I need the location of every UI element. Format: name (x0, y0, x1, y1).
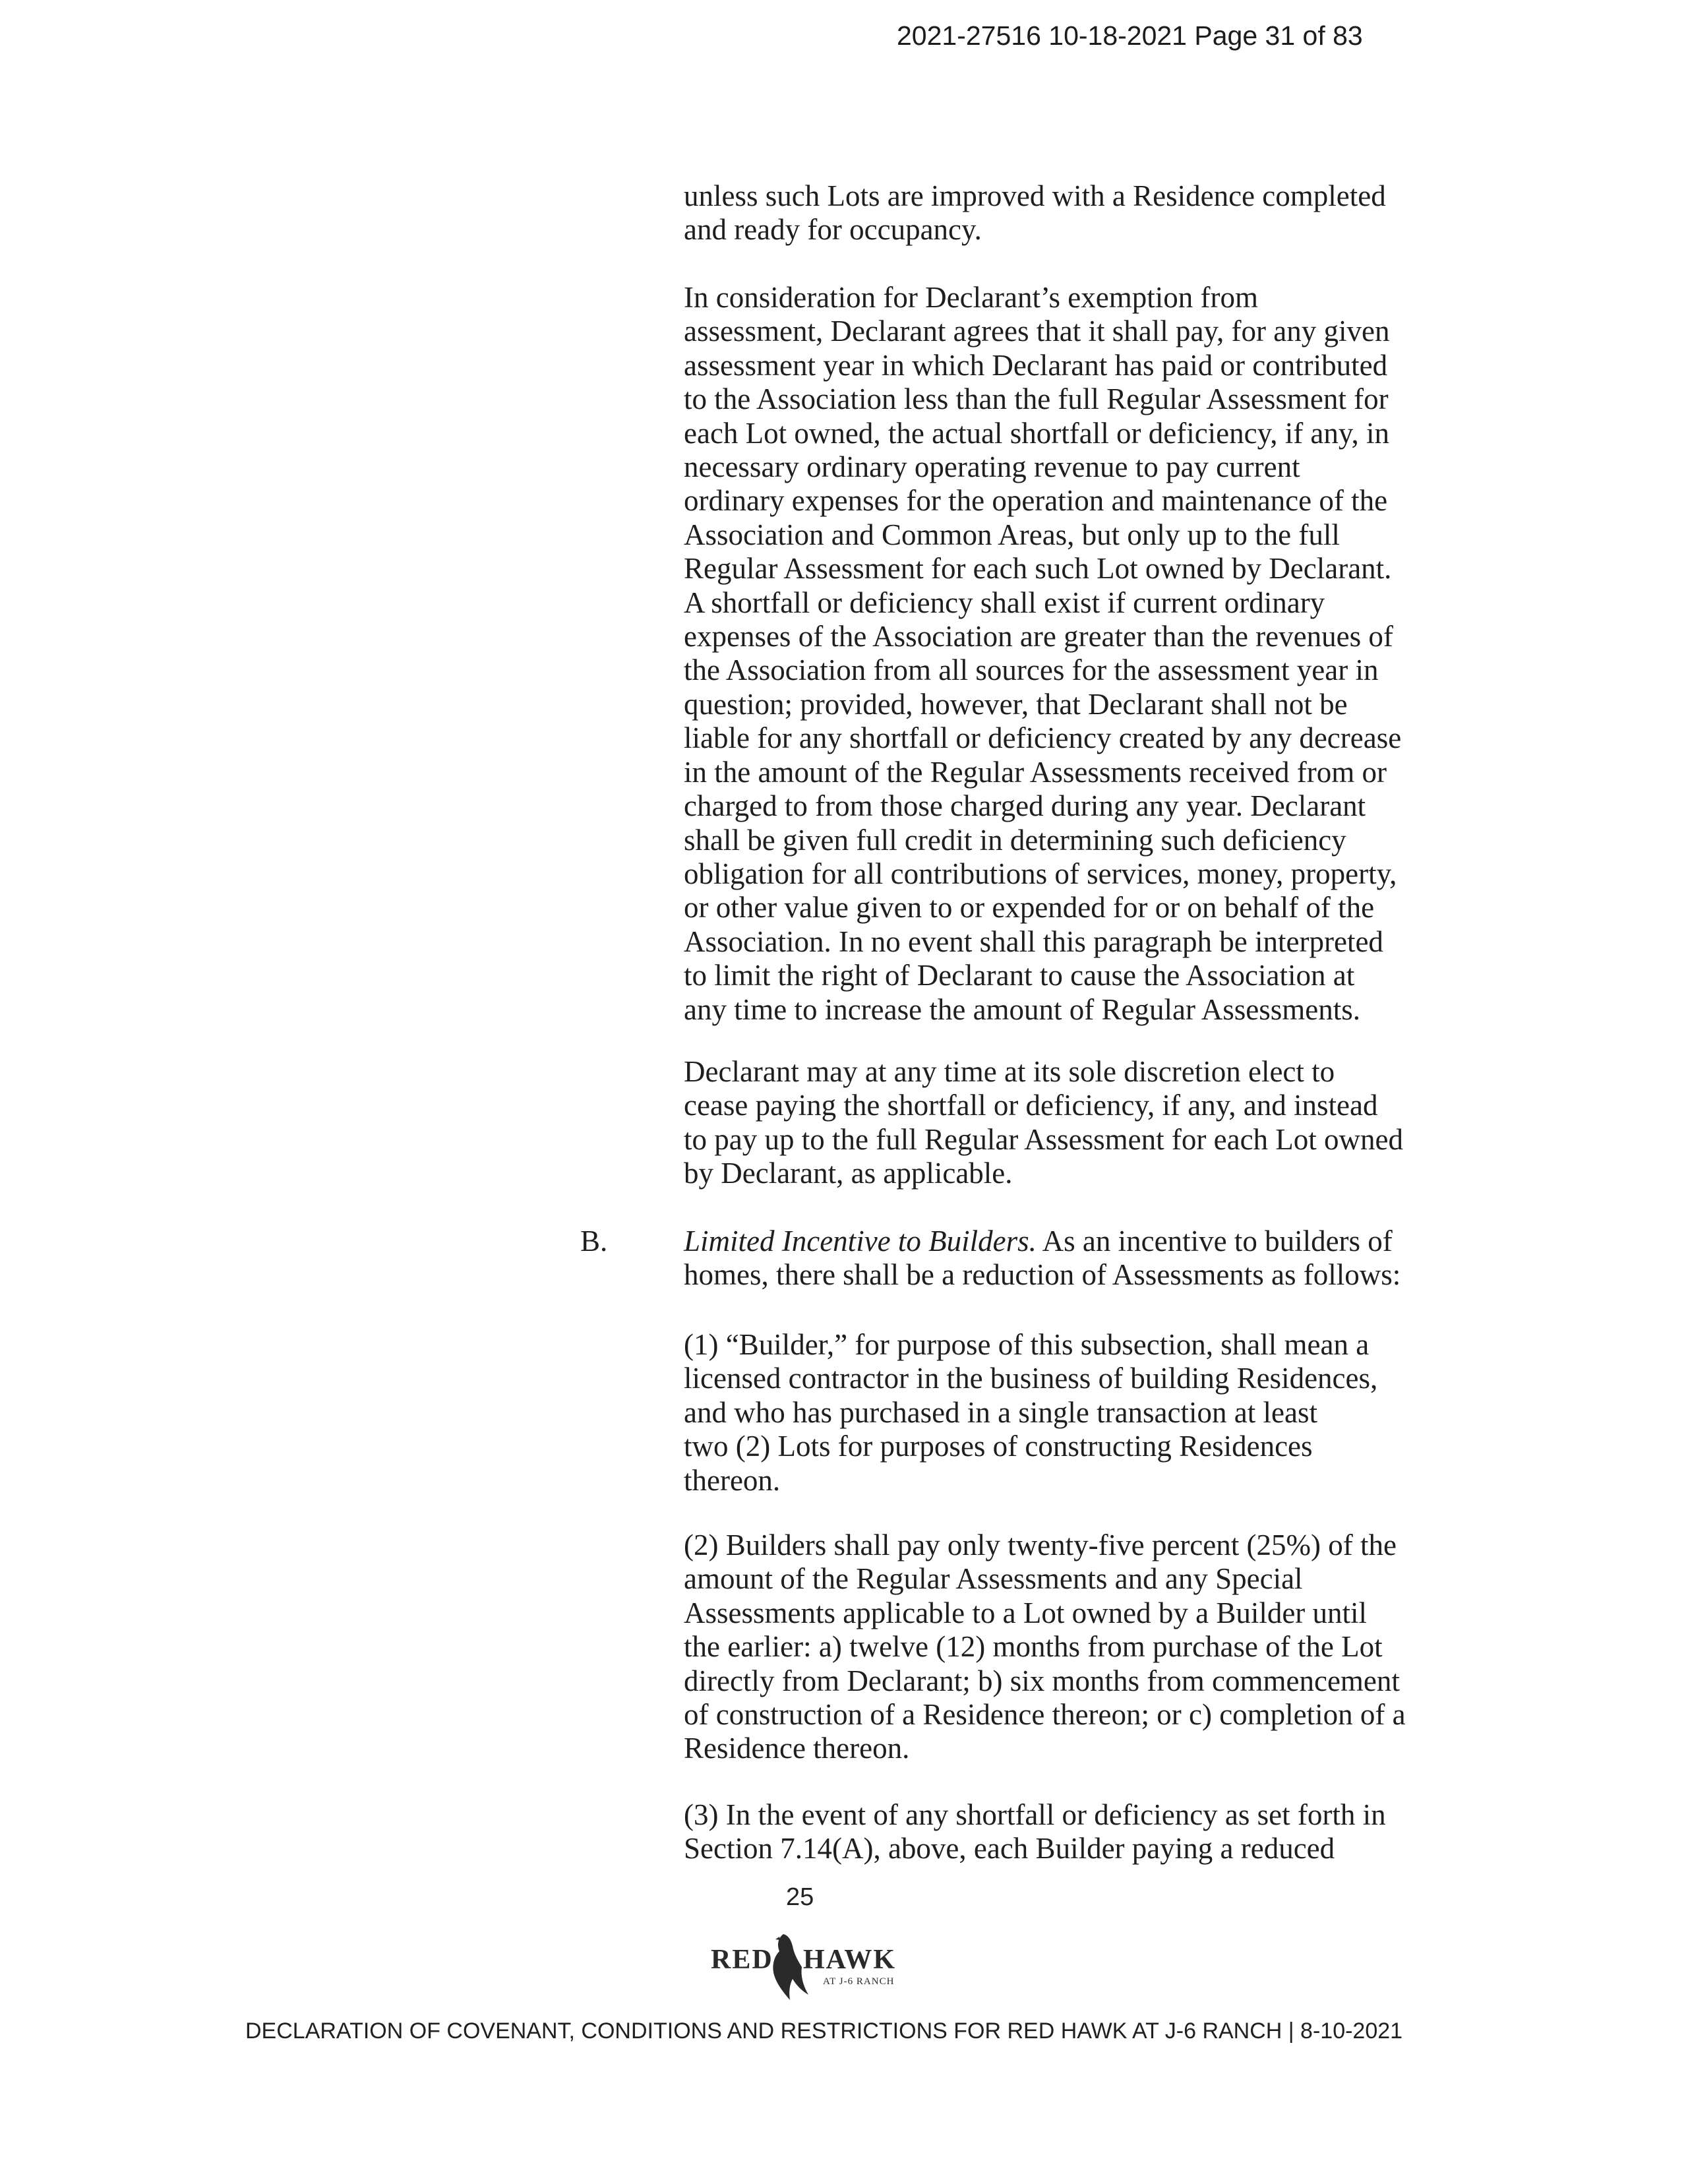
text-line: (3) In the event of any shortfall or deficiency as set forth in (684, 1798, 1386, 1831)
text-line: (1) “Builder,” for purpose of this subsection, shall mean a (684, 1328, 1370, 1361)
paragraph-occupancy (684, 179, 1416, 247)
text-line: cease paying the shortfall or deficiency, if any, and instead (684, 1089, 1378, 1122)
logo-word-red: RED (711, 1945, 773, 1975)
paragraph-section-b-intro (684, 1225, 1416, 1292)
text-line (684, 1225, 1416, 1258)
text-line: amount of the Regular Assessments and any Special (684, 1562, 1303, 1596)
text-line: Assessments applicable to a Lot owned by a Builder until (684, 1596, 1368, 1629)
text-line: by Declarant, as applicable. (684, 1157, 1013, 1190)
text-line: Association. In no event shall this paragraph be interpreted (684, 925, 1383, 958)
paragraph-cease-paying (684, 1055, 1416, 1191)
paragraph-item-2-reduced-assessment (684, 1529, 1416, 1766)
text-line: and ready for occupancy. (684, 213, 982, 247)
text-line: Declarant may at any time at its sole discretion elect to (684, 1055, 1335, 1088)
logo-tagline: AT J-6 RANCH (823, 1976, 895, 1987)
text-line: and who has purchased in a single transaction at least (684, 1395, 1317, 1429)
text-line: expenses of the Association are greater than the revenues of (684, 620, 1393, 653)
text-line: to pay up to the full Regular Assessment for each Lot owned (684, 1122, 1404, 1156)
text-line: or other value given to or expended for or on behalf of the (684, 891, 1375, 925)
text-line: unless such Lots are improved with a Residence completed (684, 179, 1386, 212)
text-line: charged to from those charged during any year. Declarant (684, 789, 1366, 823)
text-line: Residence thereon. (684, 1732, 910, 1765)
text-line: licensed contractor in the business of building Residences, (684, 1362, 1378, 1395)
page-number: 25 (786, 1883, 814, 1911)
text-line: of construction of a Residence thereon; or c) completion of a (684, 1698, 1406, 1732)
paragraph-declarant-consideration (684, 281, 1416, 1027)
text-line: liable for any shortfall or deficiency created by any decrease (684, 721, 1402, 755)
section-b-intro-text: As an incentive to builders of (1036, 1225, 1393, 1258)
paragraph-item-3-shortfall (684, 1798, 1416, 1866)
text-line: assessment year in which Declarant has paid or contributed (684, 348, 1388, 382)
section-b-title: Limited Incentive to Builders. (684, 1225, 1037, 1258)
text-line: In consideration for Declarant’s exemption from (684, 281, 1258, 314)
text-line: to limit the right of Declarant to cause the Association at (684, 959, 1355, 992)
text-line: Association and Common Areas, but only up to the full (684, 518, 1340, 551)
text-line: in the amount of the Regular Assessments received from or (684, 755, 1387, 789)
text-line: the earlier: a) twelve (12) months from purchase of the Lot (684, 1630, 1383, 1664)
text-line: ordinary expenses for the operation and maintenance of the (684, 484, 1388, 518)
text-line: homes, there shall be a reduction of Assessments as follows: (684, 1258, 1401, 1292)
text-line: Section 7.14(A), above, each Builder paying a reduced (684, 1832, 1335, 1866)
recording-stamp: 2021-27516 10-18-2021 Page 31 of 83 (897, 20, 1363, 51)
text-line: obligation for all contributions of services, money, property, (684, 857, 1397, 890)
text-line: each Lot owned, the actual shortfall or deficiency, if any, in (684, 416, 1389, 450)
text-line: necessary ordinary operating revenue to pay current (684, 450, 1300, 484)
text-line: shall be given full credit in determining such deficiency (684, 823, 1346, 857)
text-line: (2) Builders shall pay only twenty-five percent (25%) of the (684, 1529, 1397, 1562)
red-hawk-logo (706, 1922, 903, 2015)
section-label-b: B. (580, 1225, 608, 1258)
document-footer: DECLARATION OF COVENANT, CONDITIONS AND RESTRICTIONS FOR RED HAWK AT J-6 RANCH | 8-10-2021 (245, 2018, 1403, 2044)
text-line: A shortfall or deficiency shall exist if current ordinary (684, 586, 1325, 619)
logo-word-hawk: HAWK (803, 1945, 897, 1975)
text-line: question; provided, however, that Declarant shall not be (684, 687, 1348, 721)
text-line: assessment, Declarant agrees that it shall pay, for any given (684, 315, 1390, 348)
text-line: thereon. (684, 1463, 781, 1497)
text-line: Regular Assessment for each such Lot owned by Declarant. (684, 552, 1392, 586)
text-line: the Association from all sources for the assessment year in (684, 653, 1379, 687)
text-line: any time to increase the amount of Regular Assessments. (684, 992, 1361, 1026)
text-line: two (2) Lots for purposes of constructing Residences (684, 1430, 1313, 1463)
text-line: to the Association less than the full Regular Assessment for (684, 382, 1389, 416)
text-line: directly from Declarant; b) six months from commencement (684, 1664, 1400, 1697)
paragraph-item-1-builder-definition (684, 1328, 1416, 1498)
